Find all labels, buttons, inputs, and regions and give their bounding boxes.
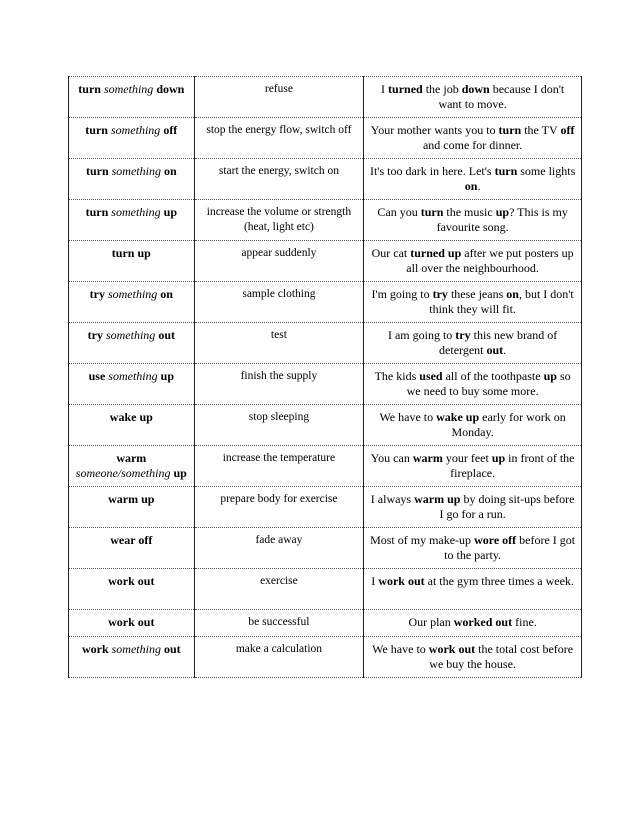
plain-text: early for work on Monday. xyxy=(451,410,566,439)
table-row xyxy=(69,118,582,159)
bold-text: up xyxy=(491,451,506,465)
plain-text: I am going to xyxy=(387,328,456,342)
bold-text: turn xyxy=(85,123,111,137)
meaning-cell: exercise xyxy=(194,569,364,610)
plain-text: Most of my make-up xyxy=(370,533,475,547)
meaning-cell: appear suddenly xyxy=(194,241,364,282)
meaning-cell: finish the supply xyxy=(194,364,364,405)
phrasal-verbs-table xyxy=(68,76,582,678)
plain-text: I always xyxy=(370,492,415,506)
plain-text: these jeans xyxy=(447,287,507,301)
bold-text: turn up xyxy=(111,246,151,260)
table-body xyxy=(69,77,582,678)
meaning-cell: test xyxy=(194,323,364,364)
bold-text: turn xyxy=(498,123,522,137)
italic-placeholder-text: something xyxy=(105,328,156,342)
phrasal-verb-cell xyxy=(69,282,195,323)
table-row xyxy=(69,159,582,200)
plain-text: all of the toothpaste xyxy=(442,369,544,383)
bold-text: down xyxy=(153,82,185,96)
bold-text: up xyxy=(157,369,174,383)
bold-text: warm xyxy=(412,451,443,465)
plain-text: your feet xyxy=(442,451,492,465)
bold-text: work out xyxy=(378,574,425,588)
meaning-cell: start the energy, switch on xyxy=(194,159,364,200)
table-row xyxy=(69,77,582,118)
plain-text: I xyxy=(381,82,389,96)
bold-text: up xyxy=(160,205,177,219)
bold-text: out xyxy=(160,642,181,656)
example-sentence-cell xyxy=(364,200,582,241)
plain-text: . xyxy=(503,343,507,357)
table-row xyxy=(69,364,582,405)
italic-placeholder-text: something xyxy=(111,205,161,219)
plain-text: You can xyxy=(370,451,413,465)
example-sentence-cell xyxy=(364,637,582,678)
italic-placeholder-text: something xyxy=(111,642,161,656)
italic-placeholder-text: someone/something xyxy=(75,466,171,480)
example-sentence-cell xyxy=(364,159,582,200)
bold-text: off xyxy=(560,123,575,137)
bold-text: turn xyxy=(85,205,112,219)
bold-text: work xyxy=(81,642,112,656)
plain-text: Our plan xyxy=(408,615,454,629)
plain-text: this new brand of detergent xyxy=(439,328,558,357)
plain-text: . xyxy=(477,179,481,193)
bold-text: off xyxy=(160,123,178,137)
bold-text: work out xyxy=(428,642,476,656)
plain-text: before I got to the party. xyxy=(444,533,576,562)
italic-placeholder-text: something xyxy=(103,82,154,96)
table-row xyxy=(69,241,582,282)
plain-text: at the gym three times a week. xyxy=(424,574,574,588)
plain-text: The kids xyxy=(374,369,420,383)
table-row xyxy=(69,610,582,637)
table-row xyxy=(69,446,582,487)
bold-text: on xyxy=(464,179,478,193)
plain-text: the job xyxy=(422,82,462,96)
example-sentence-cell xyxy=(364,610,582,637)
plain-text: the total cost before we buy the house. xyxy=(429,642,574,671)
bold-text: use xyxy=(88,369,109,383)
table-row xyxy=(69,282,582,323)
plain-text: Our cat xyxy=(371,246,411,260)
example-sentence-cell xyxy=(364,282,582,323)
bold-text: wore off xyxy=(474,533,517,547)
plain-text: by doing sit-ups before I go for a run. xyxy=(439,492,575,521)
bold-text: try xyxy=(455,328,471,342)
bold-text: try xyxy=(89,287,108,301)
meaning-cell: be successful xyxy=(194,610,364,637)
plain-text: so we need to buy some more. xyxy=(406,369,571,398)
bold-text: work out xyxy=(108,615,155,629)
phrasal-verb-cell xyxy=(69,77,195,118)
italic-placeholder-text: something xyxy=(110,123,161,137)
plain-text: It's too dark in here. Let's xyxy=(369,164,495,178)
example-sentence-cell xyxy=(364,569,582,610)
italic-placeholder-text: something xyxy=(107,287,158,301)
meaning-cell: stop the energy flow, switch off xyxy=(194,118,364,159)
bold-text: try xyxy=(87,328,106,342)
phrasal-verb-cell xyxy=(69,610,195,637)
phrasal-verb-cell xyxy=(69,446,195,487)
bold-text: out xyxy=(486,343,504,357)
table-row xyxy=(69,637,582,678)
phrasal-verb-cell xyxy=(69,569,195,610)
table-row xyxy=(69,528,582,569)
bold-text: warm xyxy=(116,451,147,465)
plain-text: We have to xyxy=(372,642,429,656)
example-sentence-cell xyxy=(364,241,582,282)
phrasal-verb-cell xyxy=(69,405,195,446)
plain-text: I'm going to xyxy=(371,287,433,301)
table-row xyxy=(69,569,582,610)
plain-text: We have to xyxy=(379,410,437,424)
meaning-cell: increase the volume or strength (heat, light etc) xyxy=(194,200,364,241)
bold-text: wear off xyxy=(110,533,153,547)
meaning-cell: sample clothing xyxy=(194,282,364,323)
example-sentence-cell xyxy=(364,405,582,446)
meaning-cell: stop sleeping xyxy=(194,405,364,446)
bold-text: up xyxy=(495,205,510,219)
plain-text: Can you xyxy=(377,205,421,219)
plain-text: Your mother wants you to xyxy=(370,123,499,137)
plain-text: ? This is my favourite song. xyxy=(436,205,568,234)
bold-text: on xyxy=(506,287,519,301)
meaning-cell: refuse xyxy=(194,77,364,118)
example-sentence-cell xyxy=(364,446,582,487)
plain-text: the music xyxy=(443,205,496,219)
bold-text: on xyxy=(160,164,177,178)
bold-text: out xyxy=(155,328,175,342)
plain-text: I xyxy=(371,574,379,588)
italic-placeholder-text: something xyxy=(111,164,161,178)
bold-text: turn xyxy=(85,164,112,178)
table-row xyxy=(69,405,582,446)
bold-text: turned up xyxy=(410,246,462,260)
plain-text: and come for dinner. xyxy=(422,138,523,152)
bold-text: turn xyxy=(494,164,518,178)
bold-text: turn xyxy=(78,82,104,96)
phrasal-verb-cell xyxy=(69,364,195,405)
bold-text: work out xyxy=(108,574,155,588)
plain-text: because I don't want to move. xyxy=(438,82,565,111)
phrasal-verb-cell xyxy=(69,118,195,159)
bold-text: wake up xyxy=(109,410,153,424)
plain-text: fine. xyxy=(512,615,537,629)
bold-text: turned xyxy=(388,82,423,96)
phrasal-verb-cell xyxy=(69,487,195,528)
bold-text: down xyxy=(461,82,490,96)
bold-text: turn xyxy=(420,205,444,219)
bold-text: used xyxy=(419,369,443,383)
bold-text: warm up xyxy=(414,492,461,506)
bold-text: try xyxy=(432,287,448,301)
table-row xyxy=(69,323,582,364)
plain-text: in front of the fireplace. xyxy=(450,451,575,480)
phrasal-verb-cell xyxy=(69,637,195,678)
example-sentence-cell xyxy=(364,364,582,405)
example-sentence-cell xyxy=(364,77,582,118)
example-sentence-cell xyxy=(364,323,582,364)
bold-text: warm up xyxy=(108,492,155,506)
phrasal-verb-cell xyxy=(69,159,195,200)
example-sentence-cell xyxy=(364,487,582,528)
table-row xyxy=(69,200,582,241)
bold-text: wake up xyxy=(436,410,480,424)
plain-text: , but I don't think they will fit. xyxy=(429,287,574,316)
phrasal-verb-cell xyxy=(69,200,195,241)
meaning-cell: prepare body for exercise xyxy=(194,487,364,528)
plain-text: after we put posters up all over the neighbourhood. xyxy=(406,246,574,275)
example-sentence-cell xyxy=(364,528,582,569)
bold-text: worked out xyxy=(453,615,513,629)
example-sentence-cell xyxy=(364,118,582,159)
phrasal-verb-cell xyxy=(69,323,195,364)
meaning-cell: fade away xyxy=(194,528,364,569)
meaning-cell: increase the temperature xyxy=(194,446,364,487)
italic-placeholder-text: something xyxy=(108,369,158,383)
plain-text: some lights xyxy=(517,164,576,178)
phrasal-verb-cell xyxy=(69,528,195,569)
phrasal-verb-cell xyxy=(69,241,195,282)
bold-text: up xyxy=(543,369,557,383)
meaning-cell: make a calculation xyxy=(194,637,364,678)
bold-text: up xyxy=(170,466,187,480)
bold-text: on xyxy=(157,287,173,301)
table-row xyxy=(69,487,582,528)
plain-text: the TV xyxy=(521,123,561,137)
